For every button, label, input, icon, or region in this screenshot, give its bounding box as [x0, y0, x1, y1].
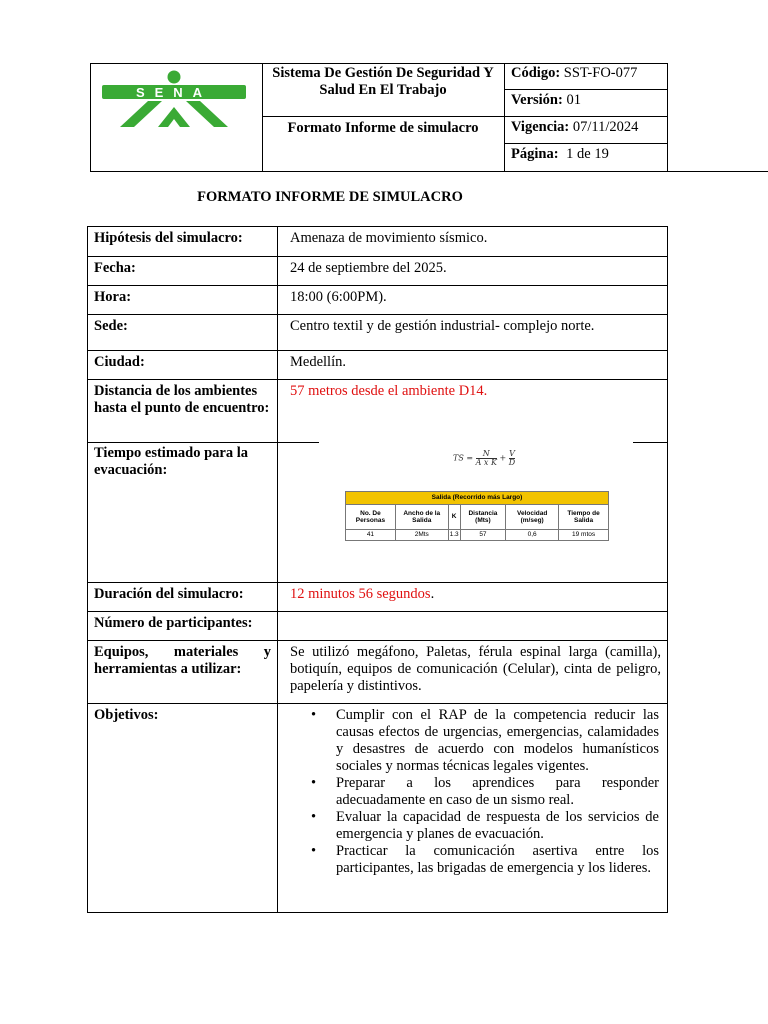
- evac-value-k: 1.3: [448, 530, 460, 541]
- evacuation-table: [345, 491, 609, 541]
- vigencia-field: [511, 119, 638, 136]
- objetivos-value: [284, 704, 667, 912]
- ciudad-value: Medellín.: [290, 354, 346, 370]
- objetivo-item: • Practicar la comunicación asertiva entre los participantes, las brigadas de emergencia y los lideres.: [336, 843, 659, 877]
- pagina-label: Página:: [511, 146, 559, 162]
- row-objetivos: [87, 704, 668, 913]
- equipos-label-line1: [94, 644, 271, 661]
- row-hipotesis: [87, 226, 668, 257]
- fecha-label: Fecha:: [88, 257, 278, 285]
- evac-value-tiempo: 19 mtos: [559, 530, 609, 541]
- equipos-value: Se utilizó megáfono, Paletas, férula espinal larga (camilla), botiquín, equipos de comunicación (Celular), cinta de peligro, papelería y distintivos.: [290, 644, 661, 694]
- evacuation-figure: [345, 450, 615, 542]
- header-meta-divider-2: [504, 116, 668, 117]
- version-field: [511, 92, 581, 109]
- row-distancia: [87, 380, 668, 442]
- document-title: FORMATO INFORME DE SIMULACRO: [197, 189, 463, 205]
- header-divider-3: [667, 63, 668, 172]
- evac-value-distancia: 57: [460, 530, 506, 541]
- svg-text:SENA: SENA: [135, 85, 213, 100]
- row-sede: [87, 315, 668, 351]
- evac-header-ancho: Ancho de la Salida: [395, 505, 448, 530]
- row-hora: [87, 286, 668, 315]
- objetivos-list: [290, 707, 659, 877]
- equipos-label: [88, 641, 278, 703]
- participantes-value: [284, 612, 667, 640]
- version-label: Versión:: [511, 92, 563, 108]
- formula-plus: +: [499, 453, 507, 463]
- vigencia-label: Vigencia:: [511, 119, 570, 135]
- equipos-label-line2: herramientas a utilizar:: [94, 661, 242, 677]
- hora-value: 18:00 (6:00PM).: [290, 289, 387, 305]
- hipotesis-value: Amenaza de movimiento sísmico.: [290, 230, 488, 246]
- document-header: [90, 63, 768, 172]
- header-meta-divider-3: [504, 143, 668, 144]
- fecha-value: 24 de septiembre del 2025.: [290, 260, 447, 276]
- row-participantes: [87, 612, 668, 641]
- evac-header-distancia: Distancia (Mts): [460, 505, 506, 530]
- evac-value-ancho: 2Mts: [395, 530, 448, 541]
- evac-value-velocidad: 0,6: [506, 530, 559, 541]
- equipos-label-word1: Equipos,: [94, 644, 149, 660]
- vigencia-value: 07/11/2024: [572, 119, 639, 135]
- header-title-divider: [262, 116, 504, 117]
- evac-header-velocidad: Velocidad (m/seg): [506, 505, 559, 530]
- duracion-suffix: .: [430, 586, 435, 602]
- codigo-field: [511, 65, 637, 82]
- row-duracion: [87, 583, 668, 612]
- sede-label: Sede:: [88, 315, 278, 350]
- logo-cell: [90, 63, 262, 172]
- codigo-label: Código:: [511, 65, 561, 81]
- row-tiempo: [87, 442, 668, 583]
- objetivo-item: • Cumplir con el RAP de la competencia reducir las causas efectos de urgencias, emergencias, calamidades y desastres de acuerdo con modelos humanísticos sociales y normas técnicas legales vigentes.: [336, 707, 659, 775]
- equipos-label-word2: materiales: [173, 644, 239, 660]
- format-title: Formato Informe de simulacro: [287, 120, 479, 136]
- sena-logo-icon: [100, 69, 250, 131]
- formula-n: N: [476, 450, 497, 459]
- hora-label: Hora:: [88, 286, 278, 314]
- distancia-label: Distancia de los ambientes hasta el punto de encuentro:: [88, 380, 278, 442]
- duracion-value: 12 minutos 56 segundos: [290, 586, 431, 602]
- duracion-value-cell: [284, 583, 667, 611]
- objetivo-item: • Preparar a los aprendices para responder adecuadamente en caso de un sismo real.: [336, 775, 659, 809]
- tiempo-label: Tiempo estimado para la evacuación:: [88, 442, 278, 582]
- formula-v: V: [509, 449, 515, 458]
- codigo-value: SST-FO-077: [563, 65, 638, 81]
- evac-header-tiempo: Tiempo de Salida: [559, 505, 609, 530]
- distancia-value: 57 metros desde el ambiente D14.: [290, 383, 488, 399]
- formula-lhs: TS =: [453, 453, 474, 463]
- formula-fraction-2: [509, 450, 515, 467]
- formula-d: D: [508, 458, 516, 467]
- row-ciudad: [87, 351, 668, 380]
- pagina-value: 1 de 19: [566, 146, 609, 162]
- objetivo-item: • Evaluar la capacidad de respuesta de los servicios de emergencia y planes de evacuación.: [336, 809, 659, 843]
- hipotesis-label: Hipótesis del simulacro:: [88, 227, 278, 256]
- equipos-label-word3: y: [263, 644, 271, 660]
- version-value: 01: [566, 92, 581, 108]
- system-title: Sistema De Gestión De Seguridad Y Salud En El Trabajo: [272, 65, 494, 98]
- duracion-label: Duración del simulacro:: [88, 583, 278, 611]
- participantes-label: Número de participantes:: [88, 612, 278, 640]
- evacuation-formula: [453, 450, 515, 467]
- simulacro-table: [87, 226, 668, 913]
- evacuation-table-caption: Salida (Recorrido más Largo): [346, 492, 609, 505]
- evac-header-personas: No. De Personas: [346, 505, 396, 530]
- formula-fraction-1: [476, 450, 497, 467]
- evac-value-personas: 41: [346, 530, 396, 541]
- row-fecha: [87, 257, 668, 286]
- header-meta-divider-1: [504, 89, 668, 90]
- sede-value: Centro textil y de gestión industrial- complejo norte.: [290, 318, 595, 334]
- row-equipos: [87, 641, 668, 704]
- evac-header-k: K: [448, 505, 460, 530]
- ciudad-label: Ciudad:: [88, 351, 278, 379]
- objetivos-label: Objetivos:: [88, 704, 278, 912]
- header-divider-2: [504, 63, 505, 172]
- pagina-field: [511, 146, 609, 163]
- formula-axk: A x K: [475, 458, 497, 467]
